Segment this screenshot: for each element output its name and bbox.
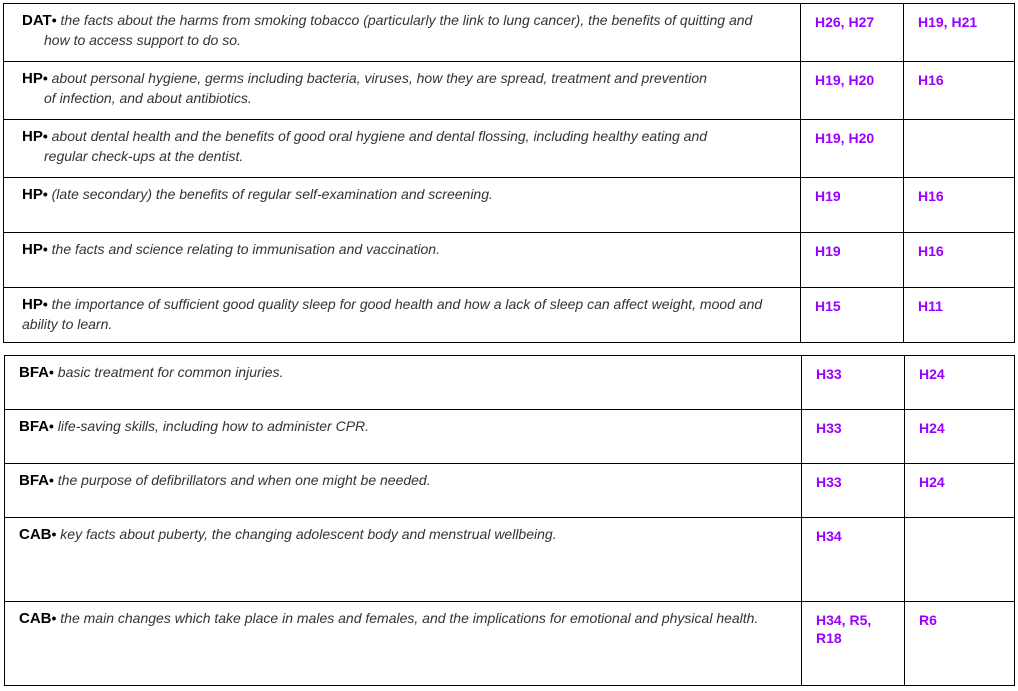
ref-cell-secondary	[905, 518, 1015, 602]
table-row	[5, 464, 1015, 518]
topic-description: the importance of sufficient good quality sleep for good health and how a lack of sleep can affect weight, mood and ability to learn.	[22, 296, 763, 333]
ref-cell-secondary: H11	[904, 288, 1015, 343]
table-row	[4, 120, 1015, 178]
ref-cell-primary: H19, H20	[801, 62, 904, 120]
ref-cell-secondary: H24	[905, 410, 1015, 464]
topic-cell	[5, 356, 802, 410]
topic-code: BFA	[19, 364, 49, 381]
table-row	[4, 62, 1015, 120]
topic-code: CAB	[19, 526, 52, 543]
table-row	[4, 178, 1015, 233]
topic-cell	[5, 464, 802, 518]
bullet: •	[51, 526, 57, 542]
topic-cell	[5, 602, 802, 686]
topic-cell	[4, 233, 801, 288]
ref-cell-secondary: H16	[904, 233, 1015, 288]
topic-description: life-saving skills, including how to administer CPR.	[57, 418, 370, 434]
table-row	[4, 4, 1015, 62]
table-row	[5, 410, 1015, 464]
topic-code: HP	[22, 70, 43, 87]
ref-cell-primary: H33	[802, 410, 905, 464]
topic-code: BFA	[19, 418, 49, 435]
topic-cell	[5, 410, 802, 464]
ref-cell-primary	[802, 602, 905, 686]
ref-cell-secondary: H19, H21	[904, 4, 1015, 62]
ref-cell-primary: H19	[801, 178, 904, 233]
topic-code: HP	[22, 296, 43, 313]
topic-description: about dental health and the benefits of good oral hygiene and dental flossing, including healthy eating and regular check-ups at the dentist.	[44, 128, 708, 165]
ref-cell-primary: H19, H20	[801, 120, 904, 178]
topic-cell	[4, 288, 801, 343]
bullet: •	[49, 472, 54, 488]
ref-cell-secondary: H16	[904, 62, 1015, 120]
topic-description: (late secondary) the benefits of regular self-examination and screening.	[51, 186, 493, 202]
bullet: •	[42, 186, 48, 202]
curriculum-table-health	[3, 3, 1015, 343]
ref-cell-secondary: H24	[905, 464, 1015, 518]
table-row	[4, 233, 1015, 288]
topic-cell	[4, 178, 801, 233]
topic-description: the main changes which take place in males and females, and the implications for emotional and physical health.	[60, 610, 759, 626]
bullet: •	[42, 296, 48, 312]
topic-description: the facts about the harms from smoking tobacco (particularly the link to lung cancer), the benefits of quitting and how to access support to do so.	[44, 12, 753, 49]
ref-cell-primary: H15	[801, 288, 904, 343]
ref-cell-primary: H34	[802, 518, 905, 602]
topic-code: HP	[22, 128, 43, 145]
ref-line: H34, R5,	[816, 612, 872, 628]
topic-code: HP	[22, 241, 43, 258]
table-row	[5, 356, 1015, 410]
topic-description: key facts about puberty, the changing adolescent body and menstrual wellbeing.	[60, 526, 557, 542]
bullet: •	[51, 610, 57, 626]
table-row	[5, 602, 1015, 686]
topic-description: about personal hygiene, germs including bacteria, viruses, how they are spread, treatment and prevention of infection, and about antibiotics.	[44, 70, 707, 107]
ref-cell-primary: H26, H27	[801, 4, 904, 62]
table-row	[4, 288, 1015, 343]
topic-code: BFA	[19, 472, 49, 489]
bullet: •	[51, 12, 57, 28]
ref-cell-secondary: H24	[905, 356, 1015, 410]
topic-description: basic treatment for common injuries.	[57, 364, 284, 380]
curriculum-table-first-aid-body	[4, 355, 1015, 686]
bullet: •	[42, 70, 48, 86]
topic-cell	[4, 120, 801, 178]
table-row	[5, 518, 1015, 602]
topic-cell	[4, 4, 801, 62]
ref-cell-secondary: H16	[904, 178, 1015, 233]
bullet: •	[42, 128, 48, 144]
bullet: •	[42, 241, 48, 257]
bullet: •	[49, 364, 54, 380]
ref-cell-primary: H19	[801, 233, 904, 288]
topic-code: DAT	[22, 12, 52, 29]
ref-cell-primary: H33	[802, 356, 905, 410]
ref-cell-primary: H33	[802, 464, 905, 518]
ref-cell-secondary: R6	[905, 602, 1015, 686]
topic-code: CAB	[19, 610, 52, 627]
topic-cell	[4, 62, 801, 120]
topic-cell	[5, 518, 802, 602]
ref-cell-secondary	[904, 120, 1015, 178]
topic-description: the purpose of defibrillators and when one might be needed.	[57, 472, 431, 488]
topic-description: the facts and science relating to immunisation and vaccination.	[51, 241, 440, 257]
topic-code: HP	[22, 186, 43, 203]
bullet: •	[49, 418, 54, 434]
ref-line: R18	[816, 630, 842, 647]
